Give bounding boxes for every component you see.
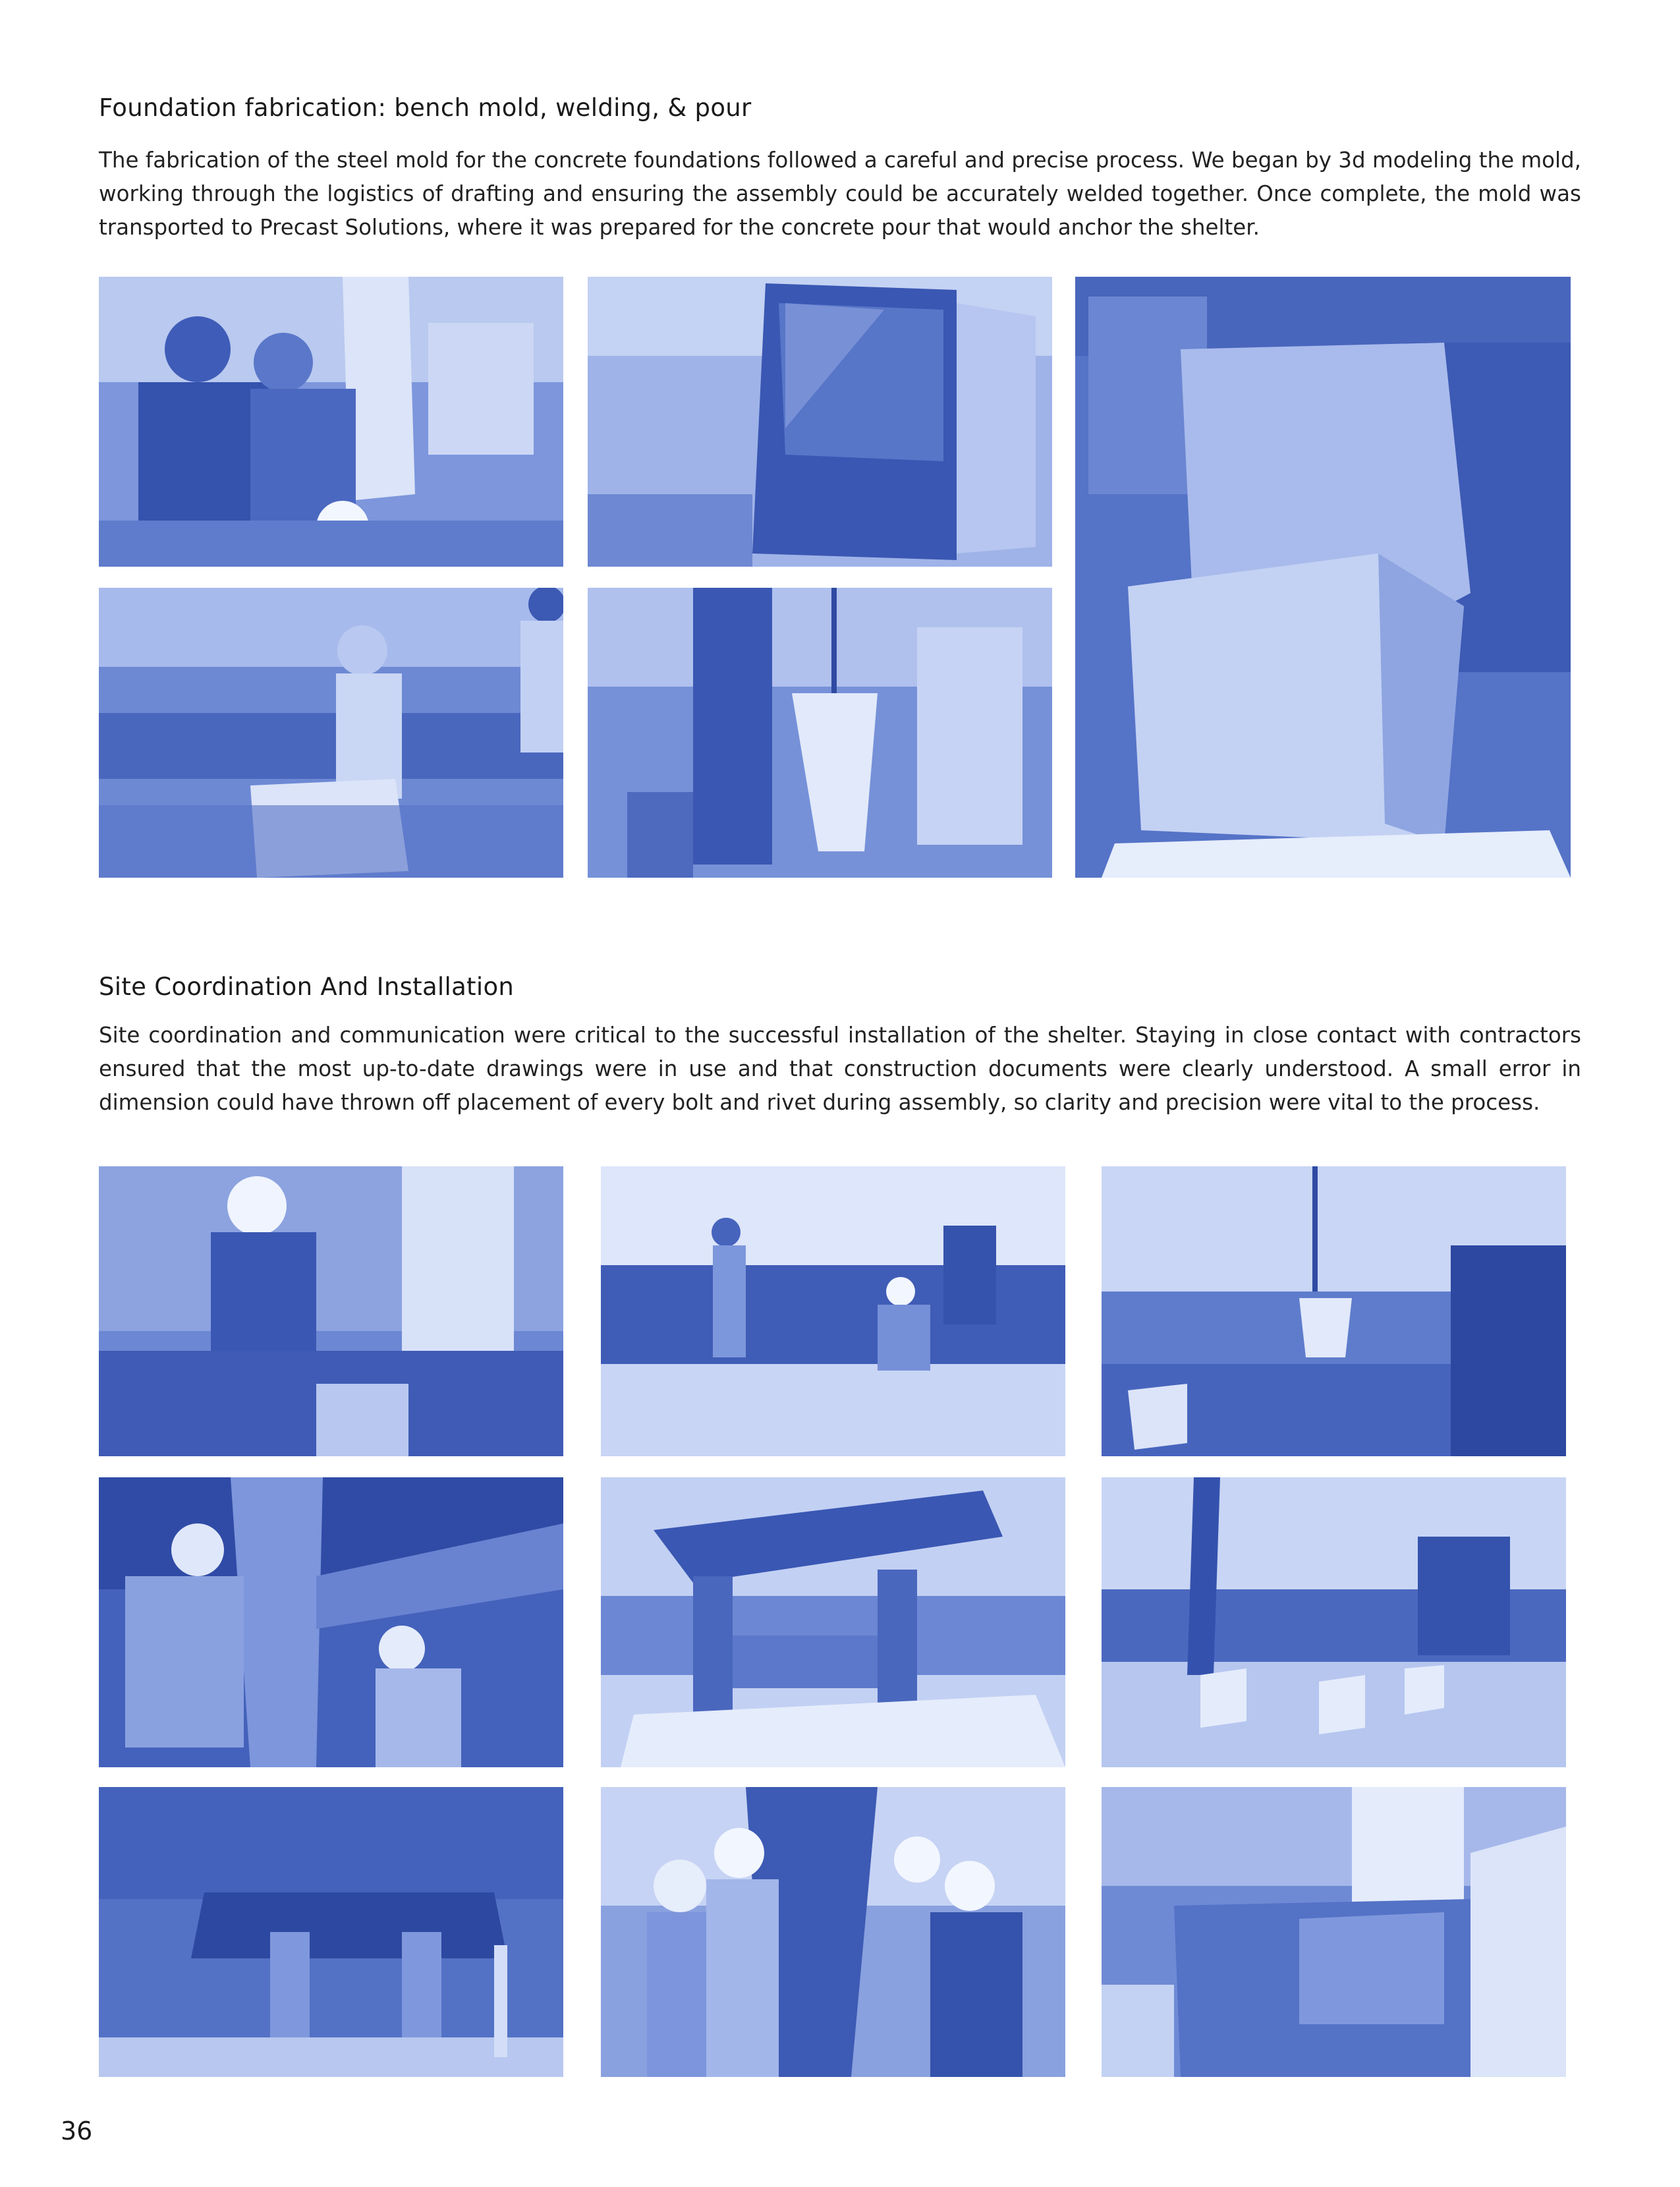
section-heading-site: Site Coordination And Installation bbox=[99, 973, 515, 1001]
section-body-site: Site coordination and communication were critical to the successful installation of the shelter. Staying in close contact with contractors ensured that the most up-to-date drawings were in use and that construction documents were clearly understood. A small error in dimension could have thrown off placement of every bolt and rivet during assembly, so clarity and precision were vital to the process. bbox=[99, 1023, 1581, 1115]
photo-crane-placing-bench bbox=[1102, 1166, 1566, 1456]
photo-workers-pour bbox=[99, 588, 563, 878]
photo-concrete-bench bbox=[1075, 277, 1571, 878]
photo-shelter-with-group bbox=[601, 1477, 1065, 1767]
photo-steel-column-assembly bbox=[99, 1477, 563, 1767]
section-body-foundation: The fabrication of the steel mold for the concrete foundations followed a careful and precise process. We began by 3d modeling the mold, working through the logistics of drafting and ensuring the assembly could be accurately welded together. Once complete, the mold was transported to Precast Solutions, where it was prepared for the concrete pour that would anchor the shelter. bbox=[99, 148, 1581, 240]
photo-shelter-construction-ladders bbox=[99, 1787, 563, 2077]
photo-steel-mold-frame bbox=[588, 277, 1052, 567]
photo-measuring-foundation bbox=[99, 1166, 563, 1456]
photo-bench-detail bbox=[1102, 1787, 1566, 2077]
section-heading-foundation: Foundation fabrication: bench mold, welding, & pour bbox=[99, 94, 752, 122]
page-number: 36 bbox=[61, 2116, 93, 2145]
photo-team-portrait bbox=[601, 1787, 1065, 2077]
photo-welding-mold bbox=[99, 277, 563, 567]
photo-benches-and-excavator bbox=[1102, 1477, 1566, 1767]
photo-lifting-foundation bbox=[588, 588, 1052, 878]
photo-team-on-slab bbox=[601, 1166, 1065, 1456]
